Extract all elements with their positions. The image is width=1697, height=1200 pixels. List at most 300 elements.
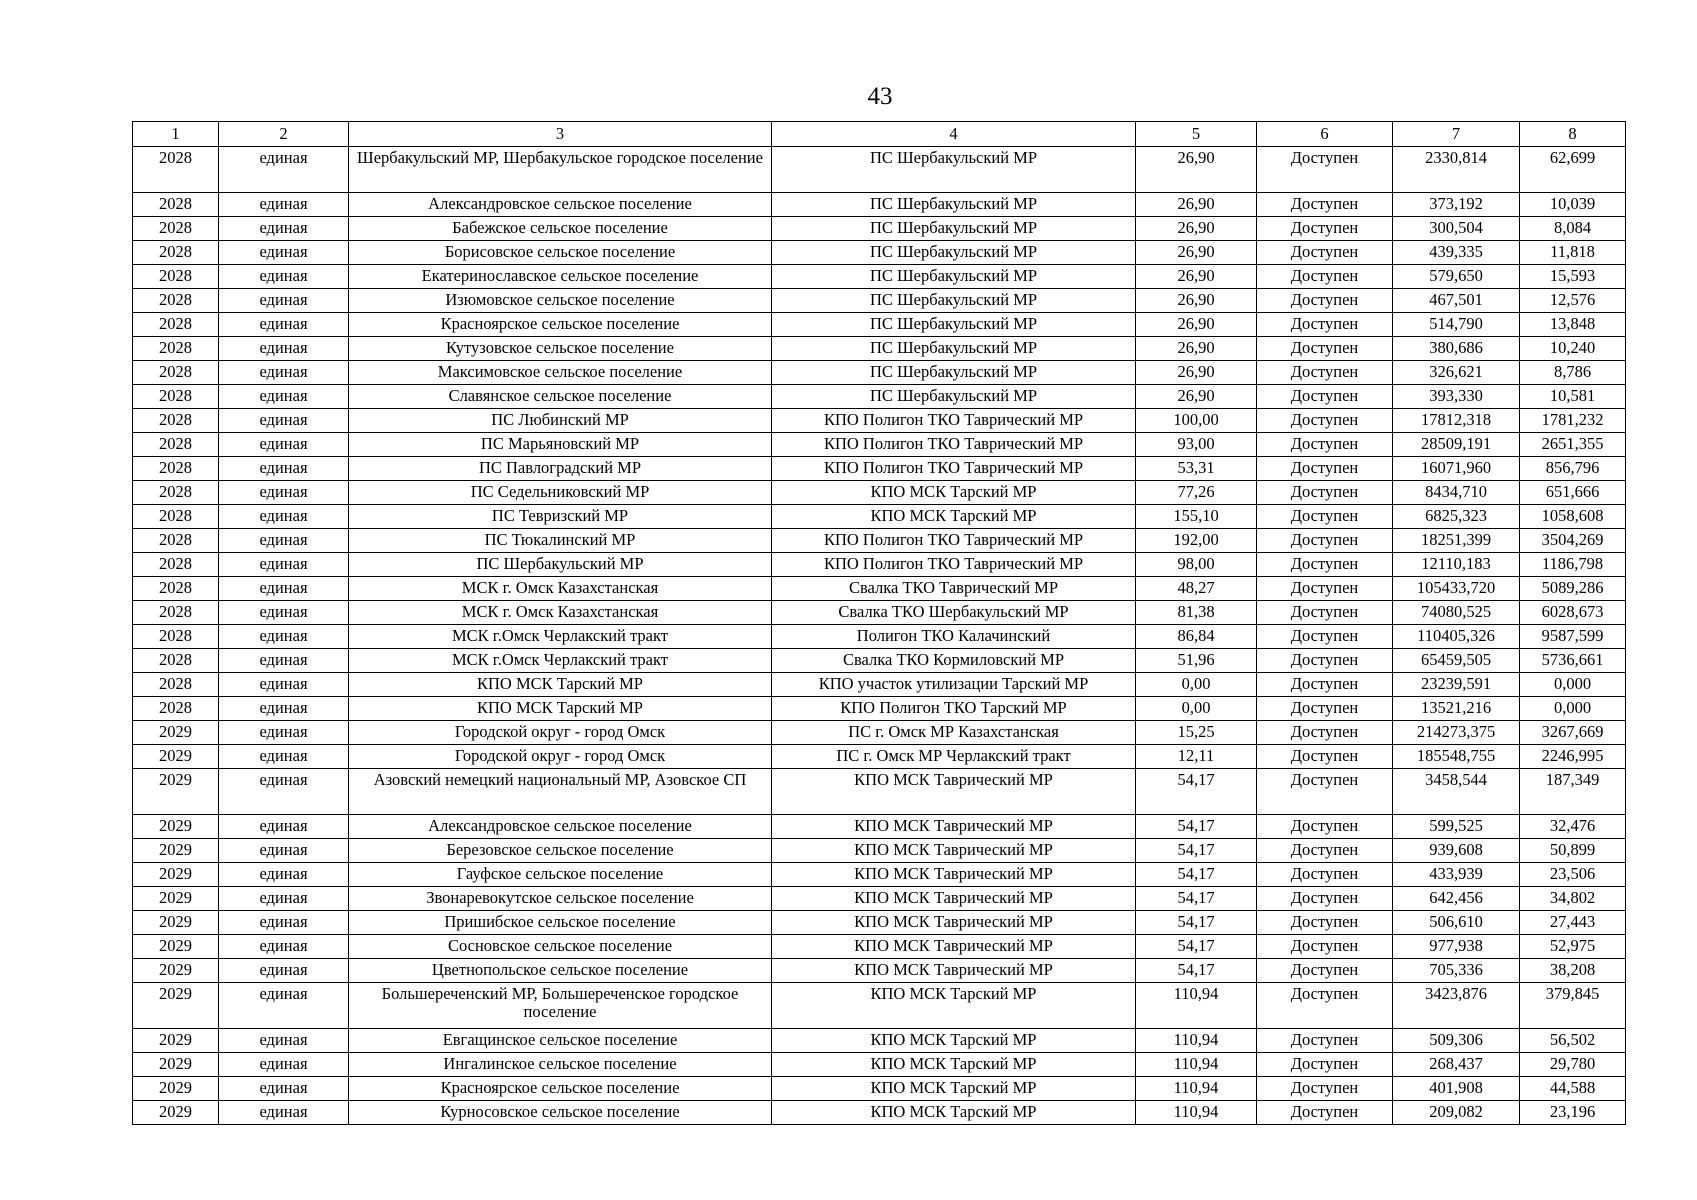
table-cell: 2029 (133, 887, 219, 911)
table-cell: 3504,269 (1520, 529, 1626, 553)
table-cell: 48,27 (1136, 577, 1257, 601)
table-cell: 214273,375 (1393, 721, 1520, 745)
table-cell: 54,17 (1136, 911, 1257, 935)
table-cell: ПС г. Омск МР Черлакский тракт (772, 745, 1136, 769)
table-row (133, 289, 1626, 313)
table-cell: 54,17 (1136, 959, 1257, 983)
table-cell: Доступен (1257, 457, 1393, 481)
table-cell: ПС Тевризский МР (349, 505, 772, 529)
table-cell: КПО МСК Тарский МР (772, 1077, 1136, 1101)
table-cell: 54,17 (1136, 935, 1257, 959)
table-row (133, 649, 1626, 673)
table-cell: 29,780 (1520, 1053, 1626, 1077)
table-cell: 50,899 (1520, 839, 1626, 863)
table-cell: 10,240 (1520, 337, 1626, 361)
table-cell: Доступен (1257, 553, 1393, 577)
table-cell: МСК г. Омск Казахстанская (349, 577, 772, 601)
table-cell: КПО Полигон ТКО Таврический МР (772, 457, 1136, 481)
table-cell: единая (219, 863, 349, 887)
table-row (133, 1029, 1626, 1053)
table-cell: Большереченский МР, Большереченское городское поселение (349, 983, 772, 1029)
table-cell: единая (219, 553, 349, 577)
table-cell: Доступен (1257, 959, 1393, 983)
table-cell: единая (219, 1053, 349, 1077)
table-row (133, 983, 1626, 1029)
table-cell: 110,94 (1136, 1101, 1257, 1125)
table-cell: 2028 (133, 193, 219, 217)
table-cell: Доступен (1257, 409, 1393, 433)
table-cell: Городской округ - город Омск (349, 745, 772, 769)
table-cell: 373,192 (1393, 193, 1520, 217)
table-row (133, 409, 1626, 433)
table-cell: 380,686 (1393, 337, 1520, 361)
data-table (132, 121, 1626, 1125)
table-cell: 3423,876 (1393, 983, 1520, 1029)
table-cell: 2028 (133, 241, 219, 265)
table-row (133, 721, 1626, 745)
table-cell: 209,082 (1393, 1101, 1520, 1125)
table-cell: 54,17 (1136, 769, 1257, 815)
table-cell: единая (219, 337, 349, 361)
table-cell: 16071,960 (1393, 457, 1520, 481)
table-cell: ПС Седельниковский МР (349, 481, 772, 505)
table-cell: Доступен (1257, 983, 1393, 1029)
table-cell: 54,17 (1136, 887, 1257, 911)
table-cell: 2028 (133, 649, 219, 673)
table-cell: 192,00 (1136, 529, 1257, 553)
table-cell: 26,90 (1136, 241, 1257, 265)
table-cell: Максимовское сельское поселение (349, 361, 772, 385)
table-cell: 54,17 (1136, 863, 1257, 887)
table-cell: Доступен (1257, 337, 1393, 361)
table-cell: единая (219, 745, 349, 769)
table-cell: единая (219, 839, 349, 863)
table-cell: КПО МСК Таврический МР (772, 863, 1136, 887)
table-cell: единая (219, 887, 349, 911)
table-cell: КПО МСК Тарский МР (772, 481, 1136, 505)
table-cell: 26,90 (1136, 337, 1257, 361)
table-cell: 74080,525 (1393, 601, 1520, 625)
table-cell: 2029 (133, 815, 219, 839)
table-row (133, 1101, 1626, 1125)
table-cell: 1781,232 (1520, 409, 1626, 433)
column-header-2: 2 (219, 122, 349, 147)
table-row (133, 697, 1626, 721)
table-cell: 2028 (133, 289, 219, 313)
table-row (133, 481, 1626, 505)
table-cell: 300,504 (1393, 217, 1520, 241)
table-cell: Кутузовское сельское поселение (349, 337, 772, 361)
table-cell: единая (219, 313, 349, 337)
table-cell: 939,608 (1393, 839, 1520, 863)
table-cell: 439,335 (1393, 241, 1520, 265)
table-cell: 1058,608 (1520, 505, 1626, 529)
table-row (133, 147, 1626, 193)
table-cell: Доступен (1257, 1053, 1393, 1077)
table-cell: 6825,323 (1393, 505, 1520, 529)
table-cell: 579,650 (1393, 265, 1520, 289)
table-cell: 2330,814 (1393, 147, 1520, 193)
table-cell: Доступен (1257, 313, 1393, 337)
table-cell: КПО МСК Таврический МР (772, 911, 1136, 935)
table-cell: 93,00 (1136, 433, 1257, 457)
table-cell: единая (219, 409, 349, 433)
table-cell: 0,000 (1520, 697, 1626, 721)
table-cell: единая (219, 1029, 349, 1053)
table-cell: Доступен (1257, 721, 1393, 745)
table-row (133, 935, 1626, 959)
table-cell: 13,848 (1520, 313, 1626, 337)
header-row (133, 122, 1626, 147)
table-cell: единая (219, 935, 349, 959)
table-cell: 433,939 (1393, 863, 1520, 887)
table-cell: 2028 (133, 457, 219, 481)
table-cell: Доступен (1257, 577, 1393, 601)
table-cell: 2029 (133, 769, 219, 815)
table-cell: единая (219, 769, 349, 815)
table-cell: 509,306 (1393, 1029, 1520, 1053)
table-cell: Городской округ - город Омск (349, 721, 772, 745)
table-cell: 6028,673 (1520, 601, 1626, 625)
table-cell: 2028 (133, 265, 219, 289)
table-cell: 12110,183 (1393, 553, 1520, 577)
table-row (133, 815, 1626, 839)
table-cell: КПО МСК Тарский МР (772, 1101, 1136, 1125)
table-cell: 3267,669 (1520, 721, 1626, 745)
table-cell: 2246,995 (1520, 745, 1626, 769)
table-cell: ПС Шербакульский МР (772, 193, 1136, 217)
table-cell: 2029 (133, 745, 219, 769)
table-row (133, 673, 1626, 697)
table-cell: 26,90 (1136, 385, 1257, 409)
table-cell: 2029 (133, 1029, 219, 1053)
table-row (133, 577, 1626, 601)
table-cell: Доступен (1257, 385, 1393, 409)
table-cell: единая (219, 193, 349, 217)
table-cell: 0,00 (1136, 673, 1257, 697)
table-cell: Доступен (1257, 217, 1393, 241)
table-cell: 2028 (133, 553, 219, 577)
table-cell: 2028 (133, 673, 219, 697)
table-cell: 8,786 (1520, 361, 1626, 385)
table-cell: единая (219, 673, 349, 697)
table-row (133, 337, 1626, 361)
table-cell: 2029 (133, 983, 219, 1029)
table-cell: 28509,191 (1393, 433, 1520, 457)
table-cell: ПС Павлоградский МР (349, 457, 772, 481)
table-cell: Александровское сельское поселение (349, 193, 772, 217)
table-cell: ПС Шербакульский МР (772, 241, 1136, 265)
table-cell: КПО МСК Таврический МР (772, 769, 1136, 815)
table-cell: КПО участок утилизации Тарский МР (772, 673, 1136, 697)
table-cell: КПО Полигон ТКО Таврический МР (772, 433, 1136, 457)
table-cell: Евгащинское сельское поселение (349, 1029, 772, 1053)
table-row (133, 745, 1626, 769)
table-cell: КПО МСК Таврический МР (772, 959, 1136, 983)
table-cell: 3458,544 (1393, 769, 1520, 815)
table-cell: 2028 (133, 409, 219, 433)
table-cell: Доступен (1257, 625, 1393, 649)
table-cell: единая (219, 361, 349, 385)
table-cell: Доступен (1257, 481, 1393, 505)
table-cell: 11,818 (1520, 241, 1626, 265)
table-cell: 2028 (133, 601, 219, 625)
column-header-1: 1 (133, 122, 219, 147)
table-cell: ПС г. Омск МР Казахстанская (772, 721, 1136, 745)
table-cell: 38,208 (1520, 959, 1626, 983)
table-cell: Славянское сельское поселение (349, 385, 772, 409)
table-row (133, 241, 1626, 265)
table-cell: 2028 (133, 361, 219, 385)
table-row (133, 361, 1626, 385)
table-cell: Бабежское сельское поселение (349, 217, 772, 241)
table-row (133, 553, 1626, 577)
table-cell: Сосновское сельское поселение (349, 935, 772, 959)
table-cell: Звонаревокутское сельское поселение (349, 887, 772, 911)
table-cell: Екатеринославское сельское поселение (349, 265, 772, 289)
table-cell: КПО МСК Таврический МР (772, 839, 1136, 863)
table-cell: 0,00 (1136, 697, 1257, 721)
table-cell: Доступен (1257, 839, 1393, 863)
table-cell: 642,456 (1393, 887, 1520, 911)
table-cell: 5736,661 (1520, 649, 1626, 673)
table-cell: 105433,720 (1393, 577, 1520, 601)
table-cell: 2028 (133, 385, 219, 409)
table-cell: 393,330 (1393, 385, 1520, 409)
table-cell: Изюмовское сельское поселение (349, 289, 772, 313)
table-cell: единая (219, 959, 349, 983)
table-cell: Доступен (1257, 935, 1393, 959)
table-cell: 110,94 (1136, 1053, 1257, 1077)
table-cell: 185548,755 (1393, 745, 1520, 769)
table-cell: ПС Тюкалинский МР (349, 529, 772, 553)
table-cell: единая (219, 505, 349, 529)
table-cell: 2028 (133, 577, 219, 601)
table-cell: 51,96 (1136, 649, 1257, 673)
table-cell: 977,938 (1393, 935, 1520, 959)
table-cell: 10,039 (1520, 193, 1626, 217)
table-cell: 34,802 (1520, 887, 1626, 911)
table-cell: Доступен (1257, 911, 1393, 935)
table-cell: 10,581 (1520, 385, 1626, 409)
table-cell: 26,90 (1136, 193, 1257, 217)
table-cell: КПО Полигон ТКО Таврический МР (772, 409, 1136, 433)
table-row (133, 313, 1626, 337)
table-cell: 2028 (133, 313, 219, 337)
table-row (133, 625, 1626, 649)
column-header-5: 5 (1136, 122, 1257, 147)
table-row (133, 505, 1626, 529)
table-cell: 326,621 (1393, 361, 1520, 385)
table-cell: единая (219, 1077, 349, 1101)
table-cell: Цветнопольское сельское поселение (349, 959, 772, 983)
table-cell: единая (219, 241, 349, 265)
table-cell: Доступен (1257, 769, 1393, 815)
table-cell: КПО Полигон ТКО Тарский МР (772, 697, 1136, 721)
table-body (133, 147, 1626, 1125)
table-cell: 23,196 (1520, 1101, 1626, 1125)
table-cell: 26,90 (1136, 265, 1257, 289)
table-row (133, 911, 1626, 935)
table-cell: 54,17 (1136, 815, 1257, 839)
table-cell: 2028 (133, 529, 219, 553)
table-cell: 81,38 (1136, 601, 1257, 625)
column-header-7: 7 (1393, 122, 1520, 147)
table-cell: 56,502 (1520, 1029, 1626, 1053)
table-cell: Доступен (1257, 887, 1393, 911)
table-cell: Доступен (1257, 697, 1393, 721)
table-cell: Доступен (1257, 433, 1393, 457)
table-row (133, 959, 1626, 983)
table-cell: 26,90 (1136, 289, 1257, 313)
table-row (133, 839, 1626, 863)
table-cell: 18251,399 (1393, 529, 1520, 553)
table-cell: Доступен (1257, 601, 1393, 625)
table-cell: 15,25 (1136, 721, 1257, 745)
table-cell: единая (219, 385, 349, 409)
table-cell: 155,10 (1136, 505, 1257, 529)
table-cell: 2028 (133, 433, 219, 457)
table-cell: Свалка ТКО Шербакульский МР (772, 601, 1136, 625)
table-cell: КПО МСК Тарский МР (349, 697, 772, 721)
table-cell: единая (219, 911, 349, 935)
table-cell: 856,796 (1520, 457, 1626, 481)
table-cell: 86,84 (1136, 625, 1257, 649)
table-cell: 98,00 (1136, 553, 1257, 577)
table-cell: единая (219, 649, 349, 673)
table-row (133, 193, 1626, 217)
table-cell: 1186,798 (1520, 553, 1626, 577)
table-cell: 2029 (133, 935, 219, 959)
table-cell: 2028 (133, 697, 219, 721)
table-cell: ПС Марьяновский МР (349, 433, 772, 457)
table-cell: Свалка ТКО Кормиловский МР (772, 649, 1136, 673)
table-cell: единая (219, 815, 349, 839)
table-cell: Доступен (1257, 361, 1393, 385)
table-cell: Доступен (1257, 193, 1393, 217)
table-cell: 2029 (133, 959, 219, 983)
table-cell: Гауфское сельское поселение (349, 863, 772, 887)
table-cell: единая (219, 601, 349, 625)
table-row (133, 863, 1626, 887)
table-cell: ПС Шербакульский МР (772, 217, 1136, 241)
table-cell: единая (219, 721, 349, 745)
table-cell: 9587,599 (1520, 625, 1626, 649)
table-cell: 15,593 (1520, 265, 1626, 289)
table-cell: Борисовское сельское поселение (349, 241, 772, 265)
table-cell: единая (219, 433, 349, 457)
table-cell: 2651,355 (1520, 433, 1626, 457)
table-cell: Александровское сельское поселение (349, 815, 772, 839)
table-cell: Шербакульский МР, Шербакульское городское поселение (349, 147, 772, 193)
table-row (133, 529, 1626, 553)
table-cell: 651,666 (1520, 481, 1626, 505)
table-cell: Доступен (1257, 863, 1393, 887)
table-cell: МСК г.Омск Черлакский тракт (349, 625, 772, 649)
table-cell: МСК г.Омск Черлакский тракт (349, 649, 772, 673)
table-cell: 26,90 (1136, 313, 1257, 337)
table-cell: ПС Шербакульский МР (772, 265, 1136, 289)
table-cell: 2028 (133, 147, 219, 193)
table-cell: 379,845 (1520, 983, 1626, 1029)
table-cell: единая (219, 481, 349, 505)
table-cell: Доступен (1257, 1077, 1393, 1101)
table-cell: 514,790 (1393, 313, 1520, 337)
table-cell: 17812,318 (1393, 409, 1520, 433)
table-cell: 2028 (133, 505, 219, 529)
table-cell: ПС Любинский МР (349, 409, 772, 433)
table-cell: Красноярское сельское поселение (349, 1077, 772, 1101)
table-cell: КПО МСК Таврический МР (772, 815, 1136, 839)
table-cell: 100,00 (1136, 409, 1257, 433)
table-cell: 65459,505 (1393, 649, 1520, 673)
table-cell: Курносовское сельское поселение (349, 1101, 772, 1125)
table-cell: единая (219, 697, 349, 721)
table-cell: единая (219, 457, 349, 481)
table-cell: 599,525 (1393, 815, 1520, 839)
table-cell: ПС Шербакульский МР (772, 147, 1136, 193)
column-header-4: 4 (772, 122, 1136, 147)
table-cell: 8434,710 (1393, 481, 1520, 505)
table-cell: единая (219, 289, 349, 313)
table-cell: 2029 (133, 1101, 219, 1125)
table-row (133, 1053, 1626, 1077)
table-cell: 26,90 (1136, 361, 1257, 385)
table-cell: 62,699 (1520, 147, 1626, 193)
table-cell: единая (219, 577, 349, 601)
table-cell: 27,443 (1520, 911, 1626, 935)
table-row (133, 433, 1626, 457)
table-cell: Доступен (1257, 673, 1393, 697)
table-cell: 467,501 (1393, 289, 1520, 313)
table-cell: Доступен (1257, 815, 1393, 839)
table-cell: единая (219, 147, 349, 193)
table-cell: Доступен (1257, 649, 1393, 673)
table-cell: Азовский немецкий национальный МР, Азовское СП (349, 769, 772, 815)
table-cell: КПО Полигон ТКО Таврический МР (772, 529, 1136, 553)
table-cell: 44,588 (1520, 1077, 1626, 1101)
table-cell: 110,94 (1136, 1077, 1257, 1101)
table-cell: 0,000 (1520, 673, 1626, 697)
table-row (133, 887, 1626, 911)
table-cell: КПО МСК Тарский МР (772, 1053, 1136, 1077)
table-cell: 2029 (133, 839, 219, 863)
table-cell: единая (219, 265, 349, 289)
table-cell: КПО МСК Тарский МР (349, 673, 772, 697)
table-cell: единая (219, 983, 349, 1029)
table-cell: 32,476 (1520, 815, 1626, 839)
table-cell: 2028 (133, 217, 219, 241)
table-cell: единая (219, 217, 349, 241)
table-row (133, 601, 1626, 625)
table-cell: 2029 (133, 863, 219, 887)
table-row (133, 769, 1626, 815)
table-cell: КПО МСК Тарский МР (772, 983, 1136, 1029)
table-cell: единая (219, 625, 349, 649)
table-cell: ПС Шербакульский МР (772, 313, 1136, 337)
table-cell: КПО МСК Тарский МР (772, 1029, 1136, 1053)
table-cell: Доступен (1257, 241, 1393, 265)
column-header-8: 8 (1520, 122, 1626, 147)
table-cell: ПС Шербакульский МР (772, 385, 1136, 409)
table-cell: 2028 (133, 337, 219, 361)
table-cell: 2029 (133, 1077, 219, 1101)
table-cell: 13521,216 (1393, 697, 1520, 721)
table-cell: КПО Полигон ТКО Таврический МР (772, 553, 1136, 577)
table-cell: 53,31 (1136, 457, 1257, 481)
table-cell: 110,94 (1136, 1029, 1257, 1053)
table-cell: 23,506 (1520, 863, 1626, 887)
